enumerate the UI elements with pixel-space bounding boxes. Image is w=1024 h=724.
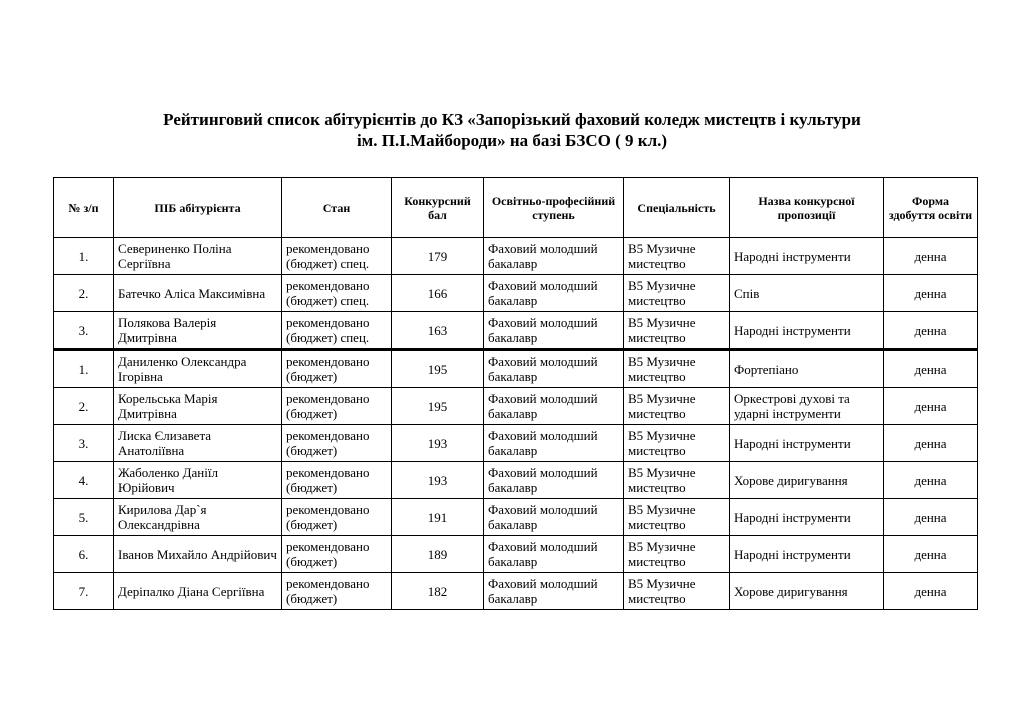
header-row — [54, 178, 978, 238]
applicant-form: денна — [884, 275, 978, 312]
applicant-name: Батечко Аліса Максимівна — [114, 275, 282, 312]
header-specialty: Спеціальність — [624, 178, 730, 238]
table-row — [54, 425, 978, 462]
applicant-degree: Фаховий молодший бакалавр — [484, 499, 624, 536]
header-study-form: Форма здобуття освіти — [884, 178, 978, 238]
applicant-offer: Спів — [730, 275, 884, 312]
applicant-name: Даниленко Олександра Ігорівна — [114, 350, 282, 388]
document-title — [0, 109, 1024, 151]
applicant-degree: Фаховий молодший бакалавр — [484, 238, 624, 275]
applicant-offer: Народні інструменти — [730, 425, 884, 462]
applicant-status: рекомендовано (бюджет) — [282, 536, 392, 573]
table-row — [54, 312, 978, 350]
applicant-name: Лиска Єлизавета Анатоліївна — [114, 425, 282, 462]
applicant-form: денна — [884, 238, 978, 275]
applicant-specialty: В5 Музичне мистецтво — [624, 238, 730, 275]
applicant-status: рекомендовано (бюджет) — [282, 388, 392, 425]
applicant-form: денна — [884, 425, 978, 462]
applicant-degree: Фаховий молодший бакалавр — [484, 425, 624, 462]
applicant-score: 191 — [392, 499, 484, 536]
applicant-name: Іванов Михайло Андрійович — [114, 536, 282, 573]
row-number: 1. — [54, 238, 114, 275]
applicant-specialty: В5 Музичне мистецтво — [624, 350, 730, 388]
applicant-name: Кирилова Дар`я Олександрівна — [114, 499, 282, 536]
applicant-degree: Фаховий молодший бакалавр — [484, 536, 624, 573]
applicant-score: 195 — [392, 388, 484, 425]
applicant-form: денна — [884, 536, 978, 573]
applicant-name: Корельська Марія Дмитрівна — [114, 388, 282, 425]
row-number: 3. — [54, 425, 114, 462]
applicant-offer: Народні інструменти — [730, 499, 884, 536]
header-offer-name: Назва конкурсної пропозиції — [730, 178, 884, 238]
applicant-offer: Оркестрові духові та ударні інструменти — [730, 388, 884, 425]
applicant-degree: Фаховий молодший бакалавр — [484, 312, 624, 350]
row-number: 2. — [54, 275, 114, 312]
applicant-score: 163 — [392, 312, 484, 350]
applicant-score: 193 — [392, 462, 484, 499]
applicant-specialty: В5 Музичне мистецтво — [624, 388, 730, 425]
title-line-1: Рейтинговий список абітурієнтів до КЗ «Запорізький фаховий коледж мистецтв і культури — [163, 110, 861, 129]
applicant-form: денна — [884, 388, 978, 425]
applicant-status: рекомендовано (бюджет) — [282, 425, 392, 462]
applicant-name: Жаболенко Даніїл Юрійович — [114, 462, 282, 499]
applicant-score: 166 — [392, 275, 484, 312]
header-number: № з/п — [54, 178, 114, 238]
applicant-status: рекомендовано (бюджет) — [282, 462, 392, 499]
header-full-name: ПІБ абітурієнта — [114, 178, 282, 238]
applicant-specialty: В5 Музичне мистецтво — [624, 573, 730, 610]
row-number: 4. — [54, 462, 114, 499]
applicant-form: денна — [884, 312, 978, 350]
applicant-score: 179 — [392, 238, 484, 275]
table-row — [54, 536, 978, 573]
applicant-status: рекомендовано (бюджет) спец. — [282, 312, 392, 350]
row-number: 5. — [54, 499, 114, 536]
applicant-specialty: В5 Музичне мистецтво — [624, 425, 730, 462]
header-degree: Освітньо-професійний ступень — [484, 178, 624, 238]
applicant-specialty: В5 Музичне мистецтво — [624, 275, 730, 312]
applicant-name: Деріпалко Діана Сергіївна — [114, 573, 282, 610]
applicant-offer: Народні інструменти — [730, 238, 884, 275]
applicant-degree: Фаховий молодший бакалавр — [484, 462, 624, 499]
applicant-score: 182 — [392, 573, 484, 610]
applicant-specialty: В5 Музичне мистецтво — [624, 462, 730, 499]
applicant-status: рекомендовано (бюджет) — [282, 350, 392, 388]
header-score: Конкурсний бал — [392, 178, 484, 238]
applicant-offer: Хорове диригування — [730, 462, 884, 499]
applicant-degree: Фаховий молодший бакалавр — [484, 275, 624, 312]
table-row — [54, 238, 978, 275]
applicant-offer: Народні інструменти — [730, 536, 884, 573]
applicant-score: 195 — [392, 350, 484, 388]
table-row — [54, 573, 978, 610]
applicant-degree: Фаховий молодший бакалавр — [484, 388, 624, 425]
applicant-form: денна — [884, 350, 978, 388]
applicant-status: рекомендовано (бюджет) — [282, 573, 392, 610]
applicant-offer: Фортепіано — [730, 350, 884, 388]
rating-table — [53, 177, 978, 610]
table-row — [54, 462, 978, 499]
applicant-specialty: В5 Музичне мистецтво — [624, 312, 730, 350]
title-line-2: ім. П.І.Майбороди» на базі БЗСО ( 9 кл.) — [356, 131, 668, 150]
applicant-form: денна — [884, 499, 978, 536]
applicant-degree: Фаховий молодший бакалавр — [484, 573, 624, 610]
applicant-status: рекомендовано (бюджет) спец. — [282, 275, 392, 312]
applicant-offer: Хорове диригування — [730, 573, 884, 610]
applicant-score: 189 — [392, 536, 484, 573]
row-number: 1. — [54, 350, 114, 388]
table-row — [54, 350, 978, 388]
applicant-degree: Фаховий молодший бакалавр — [484, 350, 624, 388]
applicant-score: 193 — [392, 425, 484, 462]
row-number: 7. — [54, 573, 114, 610]
applicant-specialty: В5 Музичне мистецтво — [624, 536, 730, 573]
row-number: 3. — [54, 312, 114, 350]
applicant-specialty: В5 Музичне мистецтво — [624, 499, 730, 536]
applicant-status: рекомендовано (бюджет) — [282, 499, 392, 536]
applicant-offer: Народні інструменти — [730, 312, 884, 350]
table-row — [54, 275, 978, 312]
header-status: Стан — [282, 178, 392, 238]
applicant-form: денна — [884, 573, 978, 610]
row-number: 6. — [54, 536, 114, 573]
applicant-form: денна — [884, 462, 978, 499]
table-row — [54, 388, 978, 425]
applicant-name: Севериненко Поліна Сергіївна — [114, 238, 282, 275]
table-row — [54, 499, 978, 536]
applicant-status: рекомендовано (бюджет) спец. — [282, 238, 392, 275]
row-number: 2. — [54, 388, 114, 425]
applicant-name: Полякова Валерія Дмитрівна — [114, 312, 282, 350]
